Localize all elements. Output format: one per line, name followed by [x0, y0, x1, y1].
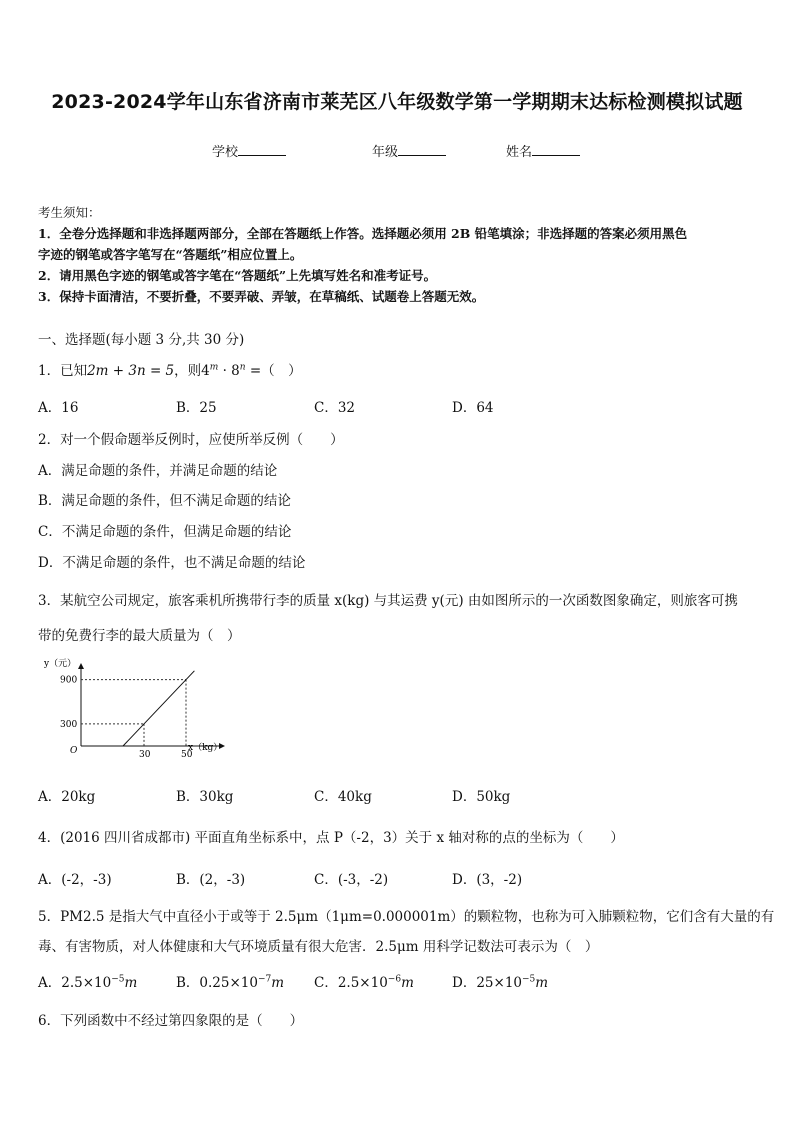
question-6-stem: 6．下列函数中不经过第四象限的是（ ） — [38, 1013, 304, 1029]
q1-mid: ，则 — [174, 363, 202, 379]
q1-option[interactable]: B．25 — [176, 400, 217, 416]
q5-option-unit: m — [271, 975, 285, 991]
notice-heading: 考生须知： — [38, 205, 101, 220]
q1-base2: 8 — [231, 363, 240, 379]
x-tick-label: 30 — [139, 750, 151, 760]
q1-option[interactable]: A．16 — [38, 400, 79, 416]
q3-option[interactable]: D．50kg — [452, 789, 511, 805]
school-label: 学校 — [212, 145, 239, 160]
q1-pre: 1．已知 — [38, 363, 88, 379]
section-heading: 一、选择题(每小题 3 分,共 30 分) — [38, 332, 245, 348]
q3-option[interactable]: C．40kg — [314, 789, 372, 805]
origin-label: O — [70, 746, 78, 756]
q5-option-exponent: −7 — [257, 974, 272, 985]
q5-option-mantissa: A．2.5×10 — [38, 975, 112, 991]
notice-item: 3．保持卡面清洁，不要折叠，不要弄破、弄皱，在草稿纸、试题卷上答题无效。 — [38, 289, 485, 304]
q5-option-mantissa: B．0.25×10 — [176, 975, 258, 991]
name-blank — [532, 143, 580, 156]
q1-option[interactable]: C．32 — [314, 400, 356, 416]
x-axis-label: x（kg） — [188, 743, 223, 753]
question-4-stem: 4．(2016 四川省成都市) 平面直角坐标系中，点 P（-2，3）关于 x 轴对称的点的坐标为（ ） — [38, 830, 624, 846]
question-5-line2: 毒、有害物质，对人体健康和大气环境质量有很大危害．2.5μm 用科学记数法可表示为（ ） — [38, 939, 599, 955]
q1-dot: · — [218, 363, 232, 379]
y-axis-label: y（元） — [44, 659, 77, 669]
grade-label: 年级 — [372, 145, 399, 160]
notice-item: 2．请用黑色字迹的钢笔或答字笔在“答题纸”上先填写姓名和准考证号。 — [38, 268, 437, 283]
q4-option[interactable]: C．(-3，-2) — [314, 872, 389, 888]
q4-option[interactable]: A．(-2，-3) — [38, 872, 112, 888]
q1-exp1: m — [209, 362, 219, 373]
q5-option[interactable] — [38, 971, 137, 991]
question-3-line1: 3．某航空公司规定，旅客乘机所携带行李的质量 x(kg) 与其运费 y(元) 由如图所示的一次函数图象确定，则旅客可携 — [38, 593, 738, 609]
school-field — [212, 141, 286, 160]
q3-option[interactable]: B．30kg — [176, 789, 234, 805]
q4-option[interactable]: B．(2，-3) — [176, 872, 246, 888]
fee-chart — [40, 656, 230, 764]
q1-option[interactable]: D．64 — [452, 400, 494, 416]
q5-option-exponent: −5 — [522, 974, 536, 985]
notice-item: 1．全卷分选择题和非选择题两部分，全部在答题纸上作答。选择题必须用 2B 铅笔填涂；非选择题的答案必须用黑色 — [38, 226, 688, 241]
q5-option-mantissa: C．2.5×10 — [314, 975, 388, 991]
grade-blank — [398, 143, 446, 156]
y-tick-label: 300 — [60, 719, 78, 730]
page-title: 2023-2024学年山东省济南市莱芜区八年级数学第一学期期末达标检测模拟试题 — [51, 91, 743, 113]
q1-condition: 2m + 3n = 5 — [87, 363, 175, 379]
q5-option-unit: m — [535, 975, 549, 991]
q2-option[interactable]: C．不满足命题的条件，但满足命题的结论 — [38, 524, 292, 540]
q1-exp2: n — [239, 362, 246, 373]
guide-lines — [81, 680, 186, 746]
x-tick-label: 50 — [181, 750, 193, 760]
q2-option[interactable]: A．满足命题的条件，并满足命题的结论 — [38, 463, 278, 479]
question-3-line2: 带的免费行李的最大质量为（ ） — [38, 628, 241, 644]
q5-option[interactable] — [314, 971, 414, 991]
q1-post: =（ ） — [245, 363, 302, 379]
fee-function-line — [123, 671, 194, 746]
q5-option-exponent: −5 — [111, 974, 125, 985]
q5-option[interactable] — [452, 971, 548, 991]
y-tick-label: 900 — [60, 675, 78, 686]
q1-base1: 4 — [201, 363, 210, 379]
q5-option-unit: m — [124, 975, 138, 991]
grade-field — [372, 141, 446, 160]
school-blank — [238, 143, 286, 156]
q2-option[interactable]: B．满足命题的条件，但不满足命题的结论 — [38, 493, 291, 509]
question-5-line1: 5．PM2.5 是指大气中直径小于或等于 2.5μm（1μm=0.000001m）的颗粒物，也称为可入肺颗粒物，它们含有大量的有 — [38, 909, 775, 925]
q5-option[interactable] — [176, 971, 284, 991]
q5-option-mantissa: D．25×10 — [452, 975, 522, 991]
q2-option[interactable]: D．不满足命题的条件，也不满足命题的结论 — [38, 555, 306, 571]
q5-option-unit: m — [401, 975, 414, 991]
name-field — [506, 141, 580, 160]
name-label: 姓名 — [506, 145, 533, 160]
q5-option-exponent: −6 — [387, 974, 402, 985]
q3-option[interactable]: A．20kg — [38, 789, 96, 805]
question-1-stem — [38, 359, 302, 379]
notice-item: 字迹的钢笔或答字笔写在“答题纸”相应位置上。 — [38, 247, 303, 262]
question-2-stem: 2．对一个假命题举反例时，应使所举反例（ ） — [38, 432, 344, 448]
q4-option[interactable]: D．(3，-2) — [452, 872, 523, 888]
